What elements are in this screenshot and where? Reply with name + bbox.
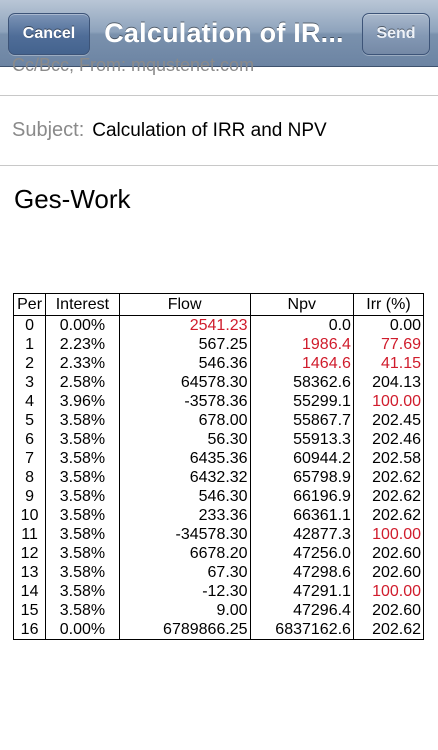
- cell-interest: 3.58%: [46, 582, 120, 601]
- cell-npv: 47296.4: [250, 601, 353, 620]
- table-row: [14, 430, 424, 449]
- cell-per: 10: [14, 506, 46, 525]
- cell-npv: 0.0: [250, 316, 353, 336]
- table-row: [14, 563, 424, 582]
- cell-irr: 100.00: [353, 582, 423, 601]
- column-header-flow: Flow: [119, 294, 250, 316]
- cell-per: 14: [14, 582, 46, 601]
- table-row: [14, 411, 424, 430]
- cell-flow: 6435.36: [119, 449, 250, 468]
- cell-per: 15: [14, 601, 46, 620]
- cell-interest: 3.96%: [46, 392, 120, 411]
- table-row: [14, 487, 424, 506]
- cell-interest: 2.33%: [46, 354, 120, 373]
- cell-interest: 3.58%: [46, 563, 120, 582]
- cell-npv: 66361.1: [250, 506, 353, 525]
- table-row: [14, 468, 424, 487]
- cell-per: 3: [14, 373, 46, 392]
- table-body: [14, 316, 424, 640]
- cell-irr: 202.46: [353, 430, 423, 449]
- cell-per: 0: [14, 316, 46, 336]
- table-row: [14, 449, 424, 468]
- cell-npv: 55299.1: [250, 392, 353, 411]
- table-row: [14, 354, 424, 373]
- cell-npv: 47298.6: [250, 563, 353, 582]
- table-header-row: [14, 294, 424, 316]
- cell-irr: 202.62: [353, 468, 423, 487]
- cell-npv: 58362.6: [250, 373, 353, 392]
- cell-irr: 204.13: [353, 373, 423, 392]
- cell-flow: 546.30: [119, 487, 250, 506]
- subject-label: Subject:: [12, 119, 85, 141]
- table-row: [14, 373, 424, 392]
- cell-per: 9: [14, 487, 46, 506]
- cell-npv: 47291.1: [250, 582, 353, 601]
- table-row: [14, 316, 424, 336]
- cell-npv: 1986.4: [250, 335, 353, 354]
- cell-irr: 202.60: [353, 563, 423, 582]
- cell-flow: 6432.32: [119, 468, 250, 487]
- cell-interest: 2.58%: [46, 373, 120, 392]
- cell-irr: 77.69: [353, 335, 423, 354]
- cell-flow: 6789866.25: [119, 620, 250, 640]
- cell-npv: 55913.3: [250, 430, 353, 449]
- cell-flow: -3578.36: [119, 392, 250, 411]
- column-header-npv: Npv: [250, 294, 353, 316]
- cell-npv: 66196.9: [250, 487, 353, 506]
- table-row: [14, 506, 424, 525]
- cell-flow: 233.36: [119, 506, 250, 525]
- cell-interest: 0.00%: [46, 316, 120, 336]
- table-row: [14, 582, 424, 601]
- cell-interest: 3.58%: [46, 544, 120, 563]
- page-title: Calculation of IR...: [104, 17, 344, 48]
- cell-flow: 2541.23: [119, 316, 250, 336]
- cell-per: 11: [14, 525, 46, 544]
- cell-interest: 3.58%: [46, 487, 120, 506]
- cell-flow: -12.30: [119, 582, 250, 601]
- cell-irr: 202.60: [353, 544, 423, 563]
- cell-flow: 546.36: [119, 354, 250, 373]
- cell-flow: 6678.20: [119, 544, 250, 563]
- cell-flow: 64578.30: [119, 373, 250, 392]
- message-body-heading: Ges-Work: [14, 184, 131, 214]
- cancel-button[interactable]: Cancel: [8, 13, 90, 55]
- cc-bcc-from-field[interactable]: [0, 54, 438, 96]
- cell-npv: 42877.3: [250, 525, 353, 544]
- cell-npv: 60944.2: [250, 449, 353, 468]
- table-row: [14, 544, 424, 563]
- table-row: [14, 525, 424, 544]
- cell-flow: 67.30: [119, 563, 250, 582]
- cell-flow: 9.00: [119, 601, 250, 620]
- table-row: [14, 335, 424, 354]
- cell-per: 4: [14, 392, 46, 411]
- cell-flow: 56.30: [119, 430, 250, 449]
- column-header-interest: Interest: [46, 294, 120, 316]
- column-header-irr: Irr (%): [353, 294, 423, 316]
- cell-irr: 100.00: [353, 525, 423, 544]
- table-row: [14, 392, 424, 411]
- cell-interest: 3.58%: [46, 601, 120, 620]
- cell-interest: 3.58%: [46, 449, 120, 468]
- cell-per: 16: [14, 620, 46, 640]
- cell-npv: 47256.0: [250, 544, 353, 563]
- cell-interest: 3.58%: [46, 468, 120, 487]
- irr-npv-table: [13, 293, 424, 640]
- cell-npv: 55867.7: [250, 411, 353, 430]
- cell-interest: 0.00%: [46, 620, 120, 640]
- cell-interest: 3.58%: [46, 506, 120, 525]
- cell-per: 1: [14, 335, 46, 354]
- cell-interest: 3.58%: [46, 430, 120, 449]
- cell-irr: 202.58: [353, 449, 423, 468]
- cell-irr: 0.00: [353, 316, 423, 336]
- cell-irr: 202.62: [353, 620, 423, 640]
- cell-flow: 678.00: [119, 411, 250, 430]
- table-row: [14, 601, 424, 620]
- cell-per: 2: [14, 354, 46, 373]
- cc-bcc-from-text: Cc/Bcc, From: mqustenet.com: [12, 54, 255, 75]
- subject-input[interactable]: Calculation of IRR and NPV: [92, 119, 327, 141]
- cell-npv: 1464.6: [250, 354, 353, 373]
- cell-interest: 3.58%: [46, 411, 120, 430]
- cell-irr: 202.62: [353, 506, 423, 525]
- cell-interest: 2.23%: [46, 335, 120, 354]
- cell-interest: 3.58%: [46, 525, 120, 544]
- cell-flow: -34578.30: [119, 525, 250, 544]
- table-row: [14, 620, 424, 640]
- cell-per: 7: [14, 449, 46, 468]
- subject-field[interactable]: [0, 96, 438, 166]
- cell-per: 5: [14, 411, 46, 430]
- cell-irr: 41.15: [353, 354, 423, 373]
- cell-flow: 567.25: [119, 335, 250, 354]
- cell-per: 13: [14, 563, 46, 582]
- column-header-per: Per: [14, 294, 46, 316]
- cell-irr: 202.62: [353, 487, 423, 506]
- cell-per: 12: [14, 544, 46, 563]
- cell-per: 8: [14, 468, 46, 487]
- send-button[interactable]: Send: [362, 13, 430, 55]
- cell-npv: 65798.9: [250, 468, 353, 487]
- cell-irr: 100.00: [353, 392, 423, 411]
- cell-npv: 6837162.6: [250, 620, 353, 640]
- cell-irr: 202.45: [353, 411, 423, 430]
- cell-irr: 202.60: [353, 601, 423, 620]
- cell-per: 6: [14, 430, 46, 449]
